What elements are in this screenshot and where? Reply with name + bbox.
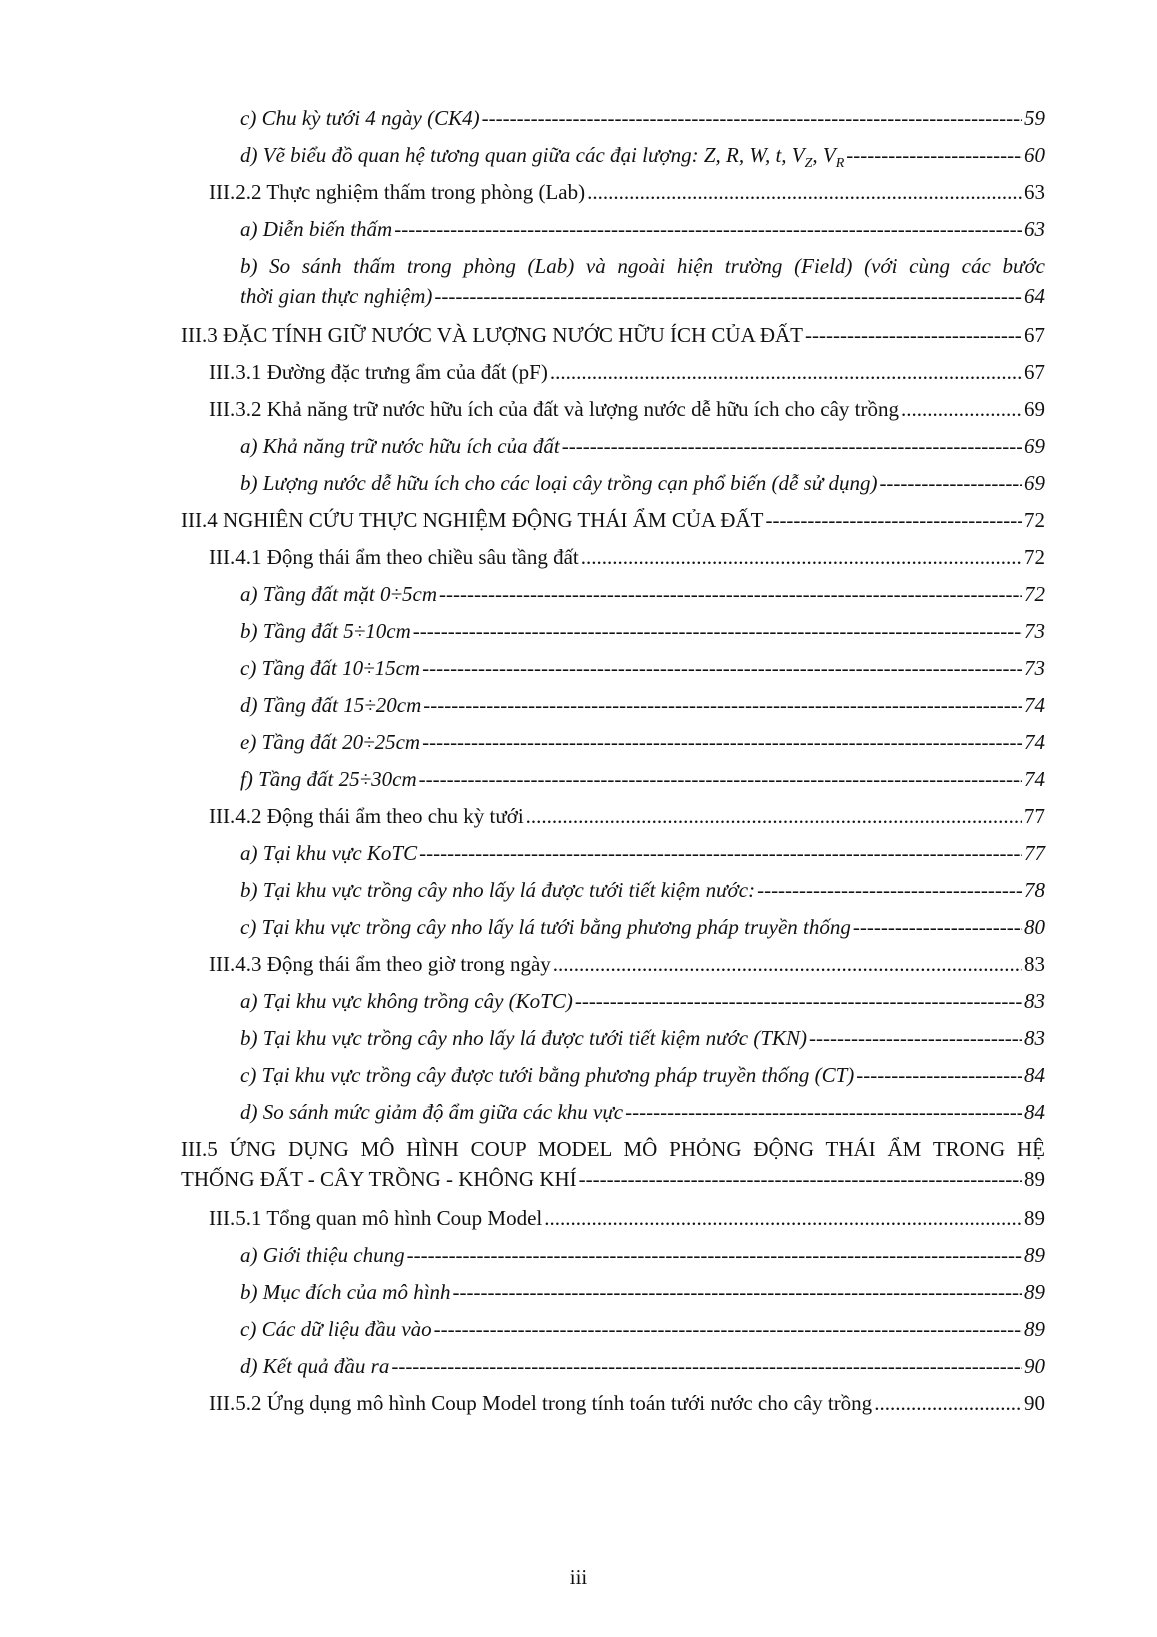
toc-page-number: 59 (1024, 106, 1045, 130)
toc-leader (625, 1097, 1022, 1127)
toc-entry[interactable] (0, 616, 1157, 653)
toc-page-number: 89 (1024, 1243, 1045, 1267)
toc-leader (422, 727, 1022, 757)
toc-entry-title: b) Tại khu vực trồng cây nho lấy lá được tưới tiết kiệm nước (TKN) (240, 1026, 807, 1050)
toc-entry-title: d) Vẽ biểu đồ quan hệ tương quan giữa các đại lượng: Z, R, W, t, $V_Z$, $V_R$ (240, 143, 845, 172)
toc-entry[interactable] (0, 912, 1157, 949)
toc-entry-title: a) Diễn biến thấm (240, 217, 393, 241)
toc-page-number: 78 (1024, 878, 1045, 902)
toc-entry-title: c) Chu kỳ tưới 4 ngày (CK4) (240, 106, 480, 130)
toc-page-number: 90 (1024, 1354, 1045, 1378)
toc-page-number: 60 (1024, 143, 1045, 167)
toc-entry-title: a) Giới thiệu chung (240, 1243, 405, 1267)
toc-entry-title: d) Kết quả đầu ra (240, 1354, 390, 1378)
toc-page-number: 84 (1024, 1063, 1045, 1087)
toc-entry[interactable] (0, 690, 1157, 727)
toc-page-number: 74 (1024, 767, 1045, 791)
toc-entry[interactable] (0, 140, 1157, 177)
toc-entry[interactable] (0, 801, 1157, 838)
toc-entry[interactable] (0, 1134, 1157, 1203)
toc-leader (434, 281, 1022, 311)
toc-entry[interactable] (0, 1314, 1157, 1351)
toc-page-number: 77 (1024, 841, 1045, 865)
toc-entry-title: d) Tầng đất 15÷20cm (240, 693, 422, 717)
toc-entry[interactable] (0, 653, 1157, 690)
toc-entry[interactable] (0, 320, 1157, 357)
toc-leader (413, 616, 1022, 646)
toc-entry[interactable] (0, 103, 1157, 140)
toc-page-number: 80 (1024, 915, 1045, 939)
table-of-contents (0, 103, 1157, 1425)
toc-page-number: 69 (1024, 397, 1045, 421)
toc-entry-title: III.2.2 Thực nghiệm thấm trong phòng (Lab) (209, 180, 586, 204)
toc-entry-title: c) Tại khu vực trồng cây nho lấy lá tưới bằng phương pháp truyền thống (240, 915, 851, 939)
toc-leader (419, 838, 1022, 868)
toc-entry-title: a) Tại khu vực không trồng cây (KoTC) (240, 989, 573, 1013)
toc-leader (453, 1277, 1022, 1307)
toc-page-number: 72 (1024, 582, 1045, 606)
toc-page-number: 64 (1024, 284, 1045, 308)
toc-entry[interactable] (0, 986, 1157, 1023)
toc-entry-title: III.3.1 Đường đặc trưng ẩm của đất (pF) (209, 360, 548, 384)
toc-page-number: 90 (1024, 1391, 1045, 1415)
toc-leader (901, 394, 1022, 424)
toc-entry[interactable] (0, 1060, 1157, 1097)
toc-leader (587, 177, 1022, 207)
toc-entry[interactable] (0, 394, 1157, 431)
toc-page-number: 77 (1024, 804, 1045, 828)
toc-page-number: 72 (1024, 545, 1045, 569)
toc-entry-title: III.4.2 Động thái ẩm theo chu kỳ tưới (209, 804, 524, 828)
toc-page-number: 74 (1024, 730, 1045, 754)
toc-leader (562, 431, 1022, 461)
toc-leader (853, 912, 1022, 942)
toc-page-number: 89 (1024, 1317, 1045, 1341)
toc-leader (434, 1314, 1022, 1344)
toc-leader (544, 1203, 1022, 1233)
toc-entry-title: thời gian thực nghiệm) (240, 284, 433, 308)
toc-leader (809, 1023, 1022, 1053)
toc-page-number: 89 (1024, 1167, 1045, 1191)
toc-entry[interactable] (0, 1097, 1157, 1134)
toc-page-number: 84 (1024, 1100, 1045, 1124)
toc-leader (757, 875, 1022, 905)
toc-entry-title: III.5.1 Tổng quan mô hình Coup Model (209, 1206, 543, 1230)
toc-entry-title: b) Tại khu vực trồng cây nho lấy lá được tưới tiết kiệm nước: (240, 878, 756, 902)
toc-entry-title: III.5.2 Ứng dụng mô hình Coup Model trong tính toán tưới nước cho cây trồng (209, 1391, 873, 1415)
toc-leader (526, 801, 1022, 831)
toc-entry[interactable] (0, 949, 1157, 986)
toc-page-number: 67 (1024, 360, 1045, 384)
toc-leader (439, 579, 1022, 609)
toc-entry[interactable] (0, 764, 1157, 801)
toc-leader (879, 468, 1022, 498)
toc-page-number: 83 (1024, 952, 1045, 976)
toc-page-number: 69 (1024, 471, 1045, 495)
toc-entry-title-line1: b) So sánh thấm trong phòng (Lab) và ngoài hiện trường (Field) (với cùng các bước (240, 254, 1045, 278)
toc-leader (391, 1351, 1022, 1381)
toc-entry-title: III.4.1 Động thái ẩm theo chiều sâu tầng đất (209, 545, 579, 569)
toc-entry-title: III.3.2 Khả năng trữ nước hữu ích của đất và lượng nước dễ hữu ích cho cây trồng (209, 397, 899, 421)
toc-entry-title: III.4.3 Động thái ẩm theo giờ trong ngày (209, 952, 551, 976)
toc-leader (874, 1388, 1022, 1418)
toc-page-number: 63 (1024, 217, 1045, 241)
toc-entry-title: f) Tầng đất 25÷30cm (240, 767, 417, 791)
toc-page-number: 89 (1024, 1280, 1045, 1304)
toc-page-number: 69 (1024, 434, 1045, 458)
toc-entry[interactable] (0, 505, 1157, 542)
toc-entry[interactable] (0, 357, 1157, 394)
toc-entry-title: a) Tại khu vực KoTC (240, 841, 418, 865)
toc-page-number: 74 (1024, 693, 1045, 717)
toc-entry-title: e) Tầng đất 20÷25cm (240, 730, 421, 754)
toc-entry[interactable] (0, 1240, 1157, 1277)
toc-page-number: 67 (1024, 323, 1045, 347)
toc-page-number: 83 (1024, 1026, 1045, 1050)
toc-leader (407, 1240, 1022, 1270)
toc-entry[interactable] (0, 875, 1157, 912)
toc-page-number: 83 (1024, 989, 1045, 1013)
toc-leader (394, 214, 1022, 244)
toc-entry-title: III.4 NGHIÊN CỨU THỰC NGHIỆM ĐỘNG THÁI ẨM CỦA ĐẤT (181, 508, 764, 532)
toc-entry-title: b) Lượng nước dễ hữu ích cho các loại cây trồng cạn phổ biến (dễ sử dụng) (240, 471, 878, 495)
toc-page-number: 72 (1024, 508, 1045, 532)
toc-entry-title-line1: III.5 ỨNG DỤNG MÔ HÌNH COUP MODEL MÔ PHỎNG ĐỘNG THÁI ẨM TRONG HỆ (181, 1137, 1045, 1161)
page-number: iii (569, 1565, 588, 1589)
toc-leader (553, 949, 1022, 979)
toc-page-number: 89 (1024, 1206, 1045, 1230)
toc-leader (550, 357, 1022, 387)
toc-leader (575, 986, 1022, 1016)
toc-entry[interactable] (0, 1388, 1157, 1425)
toc-entry-title: d) So sánh mức giảm độ ẩm giữa các khu vực (240, 1100, 624, 1124)
toc-entry[interactable] (0, 251, 1157, 320)
toc-entry[interactable] (0, 214, 1157, 251)
toc-leader (423, 690, 1022, 720)
toc-leader (581, 542, 1022, 572)
toc-leader (482, 103, 1022, 133)
toc-entry-title: THỐNG ĐẤT - CÂY TRỒNG - KHÔNG KHÍ (181, 1167, 577, 1191)
toc-entry[interactable] (0, 177, 1157, 214)
toc-page-number: 73 (1024, 619, 1045, 643)
toc-entry-title: c) Tầng đất 10÷15cm (240, 656, 421, 680)
toc-leader (805, 320, 1022, 350)
toc-entry[interactable] (0, 1023, 1157, 1060)
toc-page-number: 73 (1024, 656, 1045, 680)
toc-leader (422, 653, 1022, 683)
toc-page-number: 63 (1024, 180, 1045, 204)
toc-entry-title: b) Tầng đất 5÷10cm (240, 619, 411, 643)
toc-entry[interactable] (0, 579, 1157, 616)
toc-entry[interactable] (0, 1203, 1157, 1240)
toc-entry[interactable] (0, 542, 1157, 579)
toc-entry[interactable] (0, 468, 1157, 505)
toc-entry-title: III.3 ĐẶC TÍNH GIỮ NƯỚC VÀ LƯỢNG NƯỚC HỮU ÍCH CỦA ĐẤT (181, 323, 804, 347)
toc-entry[interactable] (0, 1351, 1157, 1388)
toc-leader (419, 764, 1022, 794)
toc-entry[interactable] (0, 431, 1157, 468)
toc-leader (579, 1164, 1022, 1194)
toc-entry-title: a) Tầng đất mặt 0÷5cm (240, 582, 438, 606)
toc-entry-title: a) Khả năng trữ nước hữu ích của đất (240, 434, 560, 458)
toc-leader (765, 505, 1022, 535)
toc-entry-title: b) Mục đích của mô hình (240, 1280, 451, 1304)
toc-entry[interactable] (0, 1277, 1157, 1314)
toc-entry[interactable] (0, 727, 1157, 764)
toc-leader (846, 140, 1022, 170)
toc-entry-title: c) Các dữ liệu đầu vào (240, 1317, 432, 1341)
toc-leader (856, 1060, 1022, 1090)
toc-entry[interactable] (0, 838, 1157, 875)
toc-entry-title: c) Tại khu vực trồng cây được tưới bằng phương pháp truyền thống (CT) (240, 1063, 855, 1087)
